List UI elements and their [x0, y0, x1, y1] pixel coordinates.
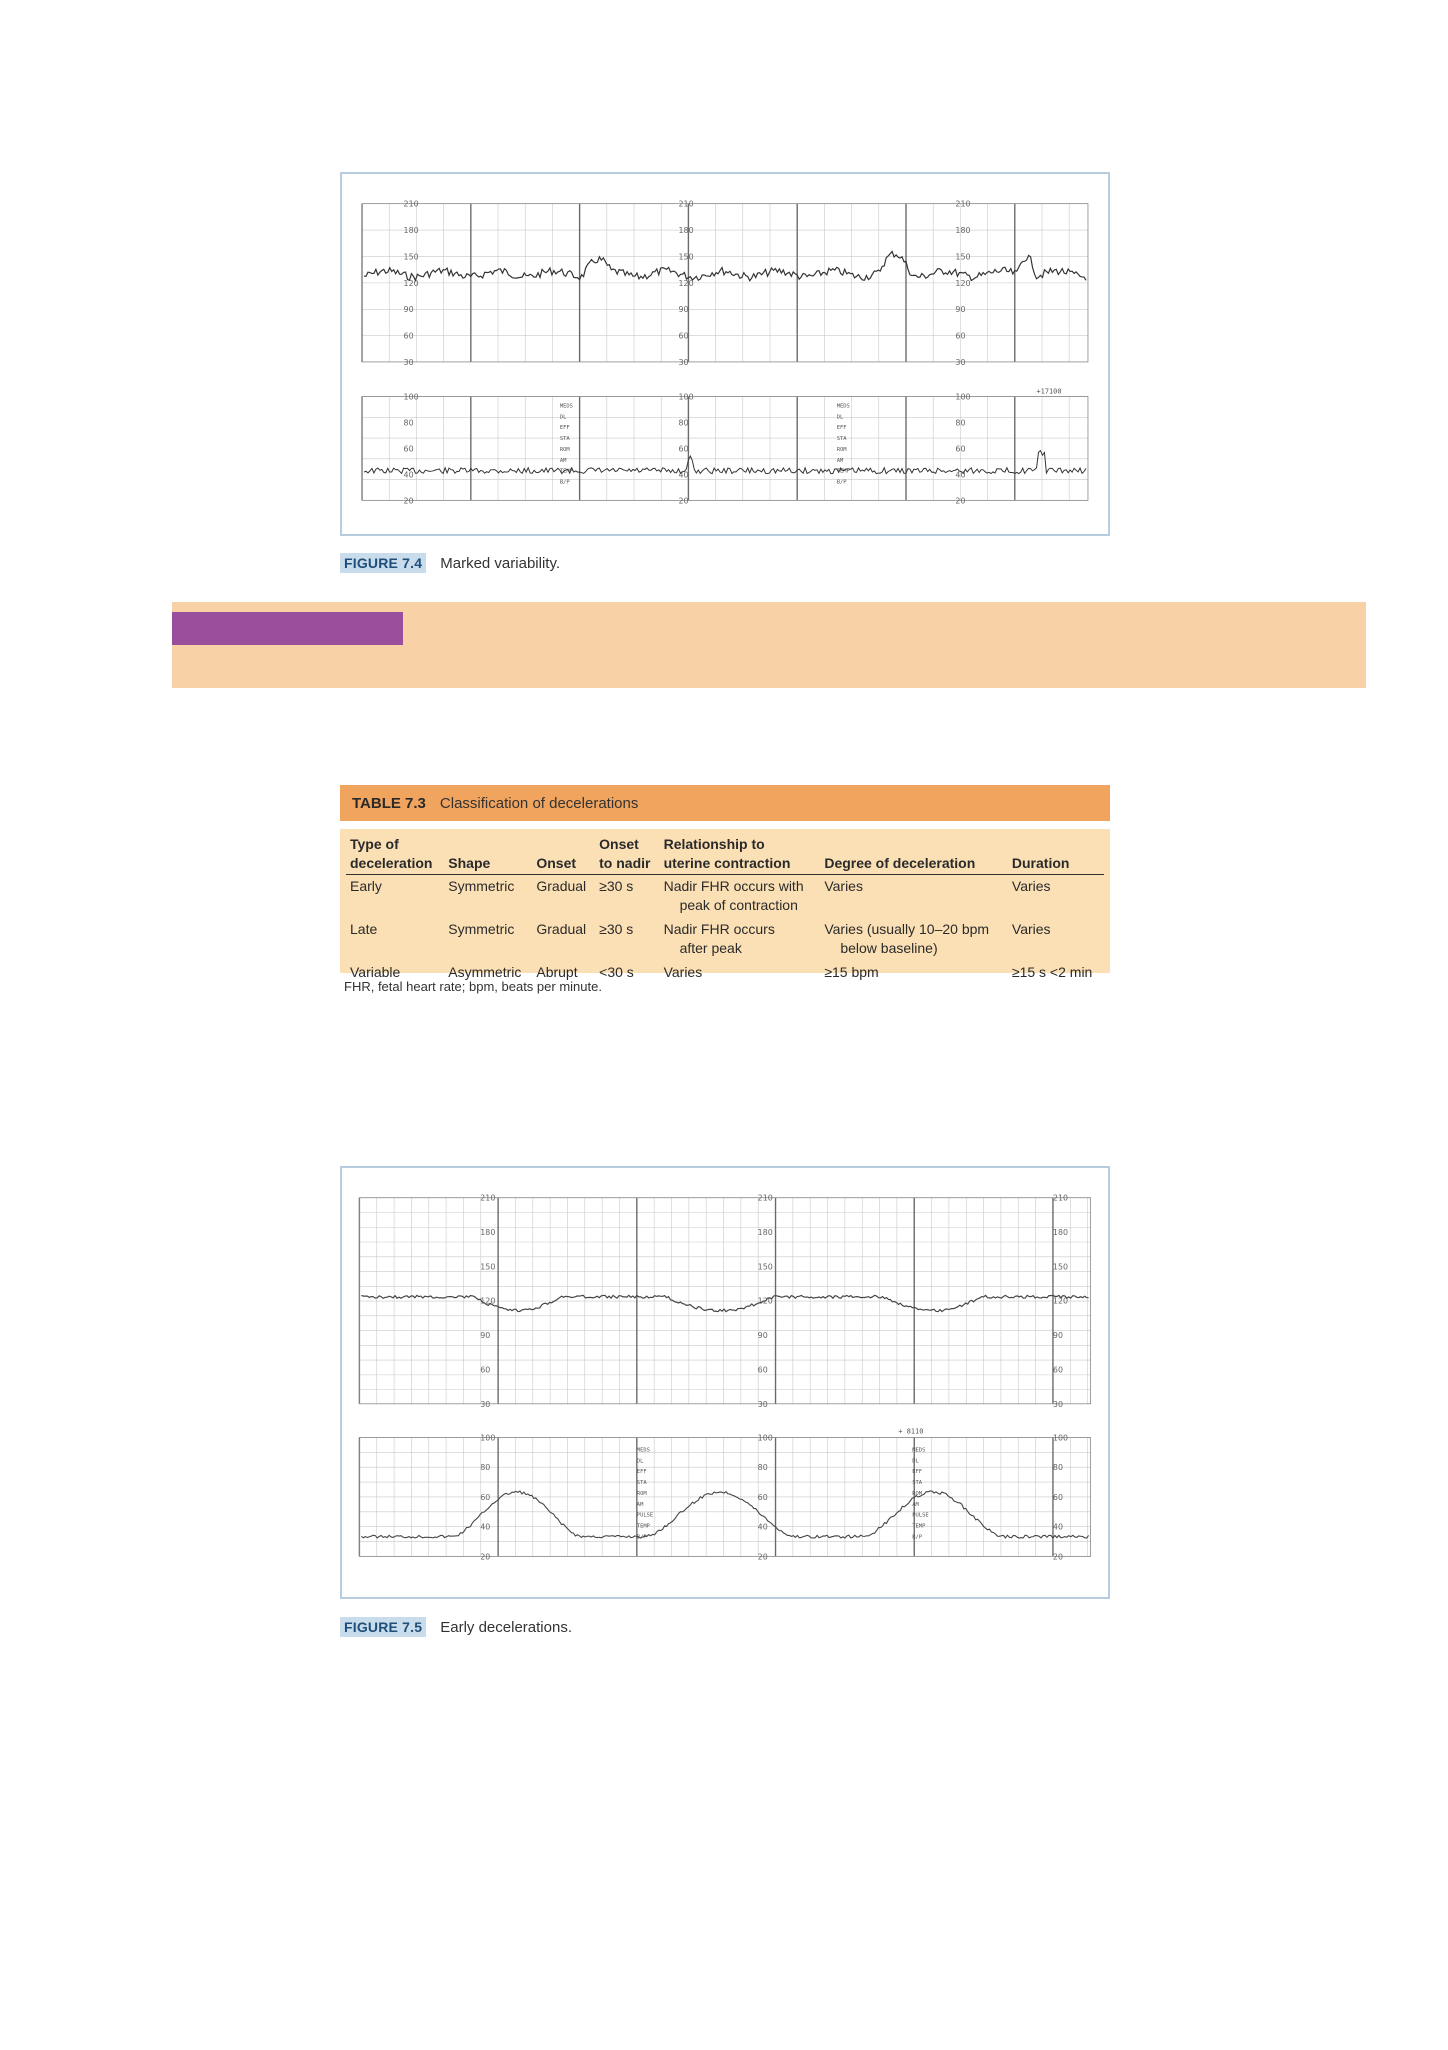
- cell-relationship-line1: Varies: [663, 964, 703, 980]
- axis-tick-label: 90: [678, 305, 689, 315]
- axis-tick-label: 30: [480, 1399, 491, 1409]
- chart-stamp: +17100: [1036, 387, 1062, 396]
- figure-7-5-label: FIGURE 7.5: [340, 1617, 426, 1637]
- table-7-3-label: TABLE 7.3: [352, 794, 426, 812]
- table-7-3: [340, 785, 1110, 994]
- cell-duration: ≥15 s <2 min: [1011, 964, 1093, 980]
- axis-tick-label: 100: [757, 1433, 773, 1443]
- axis-tick-label: 210: [678, 199, 694, 209]
- panel-box-text: TEMP: [836, 468, 850, 475]
- axis-tick-label: 60: [480, 1492, 491, 1502]
- panel-box-text: B/P: [636, 1534, 647, 1541]
- panel-box-text: DL: [836, 414, 844, 421]
- cell-relationship-line2: after peak: [679, 940, 742, 956]
- panel-box-text: STA: [636, 1480, 647, 1487]
- figure-7-5-caption-text: Early decelerations.: [440, 1618, 572, 1636]
- cell-duration: Varies: [1011, 921, 1051, 937]
- axis-tick-label: 80: [955, 418, 966, 428]
- axis-tick-label: 60: [480, 1365, 491, 1375]
- cell-type: Variable: [350, 964, 401, 980]
- panel-box-text: EFF: [559, 425, 570, 432]
- cell-relationship: [660, 918, 821, 961]
- cell-type: Early: [350, 878, 382, 894]
- axis-tick-label: 30: [1052, 1399, 1064, 1409]
- axis-tick-label: 60: [757, 1492, 768, 1502]
- panel-box-text: PULSE: [636, 1512, 654, 1519]
- axis-tick-label: 20: [678, 496, 689, 506]
- cell-relationship-line2: peak of contraction: [679, 897, 798, 913]
- panel-box-text: TEMP: [636, 1523, 650, 1530]
- axis-tick-label: 150: [678, 252, 694, 262]
- axis-tick-label: 20: [757, 1552, 768, 1562]
- cell-degree-line1: ≥15 bpm: [824, 964, 879, 980]
- panel-box-text: AM: [636, 1501, 644, 1508]
- uc-trace: [364, 451, 1086, 474]
- chart-stamp: + 8110: [898, 1427, 924, 1436]
- panel-box-text: MEDS: [912, 1447, 926, 1454]
- axis-tick-label: 60: [678, 331, 689, 341]
- axis-tick-label: 90: [757, 1331, 768, 1341]
- axis-tick-label: 40: [678, 470, 689, 480]
- axis-tick-label: 20: [1052, 1552, 1064, 1562]
- axis-tick-label: 120: [757, 1296, 773, 1306]
- panel-box-text: DL: [912, 1458, 919, 1465]
- axis-tick-label: 60: [955, 331, 966, 341]
- axis-tick-label: 60: [403, 444, 414, 454]
- col-relationship: [660, 835, 821, 875]
- panel-box-text: ROM: [912, 1490, 923, 1497]
- axis-tick-label: 80: [403, 418, 414, 428]
- col-degree: Degree of deceleration: [820, 835, 1008, 875]
- fhr-panel: [362, 200, 1088, 367]
- cell-relationship-line1: Nadir FHR occurs with: [663, 878, 804, 894]
- axis-tick-label: 60: [1052, 1365, 1064, 1375]
- cell-shape: Asymmetric: [448, 964, 522, 980]
- cell-onset: Abrupt: [536, 964, 578, 980]
- col-onset-nadir: [595, 835, 659, 875]
- axis-tick-label: 100: [955, 392, 971, 402]
- axis-tick-label: 30: [955, 357, 966, 367]
- panel-box-text: STA: [912, 1480, 923, 1487]
- axis-tick-label: 20: [955, 496, 966, 506]
- fhr-trace: [364, 251, 1086, 280]
- figure-7-5-strip: [340, 1166, 1110, 1599]
- panel-box-text: MEDS: [636, 1447, 650, 1454]
- axis-tick-label: 120: [955, 278, 971, 288]
- figure-7-4-tracing: [342, 174, 1108, 534]
- axis-tick-label: 30: [757, 1399, 768, 1409]
- col-type: [346, 835, 444, 875]
- table-7-3-title: Classification of decelerations: [439, 794, 639, 812]
- axis-tick-label: 150: [757, 1262, 773, 1272]
- panel-box-text: AM: [836, 457, 844, 464]
- figure-7-5-tracing: [342, 1168, 1108, 1597]
- axis-tick-label: 100: [1052, 1433, 1069, 1443]
- axis-tick-label: 90: [403, 305, 414, 315]
- col-onset-nadir-line1: Onset: [599, 836, 639, 852]
- axis-tick-label: 80: [1052, 1463, 1064, 1473]
- axis-tick-label: 210: [955, 199, 971, 209]
- panel-box-text: MEDS: [836, 403, 850, 410]
- cell-degree-line1: Varies: [824, 878, 863, 894]
- col-type-line2: deceleration: [350, 855, 433, 871]
- axis-tick-label: 60: [678, 444, 689, 454]
- decelerations-table: [346, 835, 1104, 985]
- table-row: [346, 961, 1104, 985]
- section-tab: [172, 612, 403, 645]
- panel-box-text: B/P: [559, 479, 570, 486]
- table-row: [346, 918, 1104, 961]
- col-relationship-line2: uterine contraction: [663, 855, 791, 871]
- axis-tick-label: 90: [1052, 1331, 1064, 1341]
- cell-onset-nadir: ≥30 s: [599, 878, 634, 894]
- cell-onset: Gradual: [536, 921, 587, 937]
- cell-relationship-line1: Nadir FHR occurs: [663, 921, 775, 937]
- cell-degree-line1: Varies (usually 10–20 bpm: [824, 921, 990, 937]
- axis-tick-label: 60: [757, 1365, 768, 1375]
- cell-shape: Symmetric: [448, 921, 515, 937]
- axis-tick-label: 30: [678, 357, 689, 367]
- cell-shape: Symmetric: [448, 878, 515, 894]
- panel-box-text: AM: [912, 1501, 919, 1508]
- axis-tick-label: 40: [403, 470, 414, 480]
- col-type-line1: Type of: [350, 836, 399, 852]
- axis-tick-label: 60: [1052, 1492, 1064, 1502]
- axis-tick-label: 40: [955, 470, 966, 480]
- col-onset-nadir-line2: to nadir: [599, 855, 651, 871]
- panel-box-text: AM: [559, 457, 567, 464]
- cell-degree: [820, 918, 1008, 961]
- axis-tick-label: 60: [955, 444, 966, 454]
- panel-box-text: DL: [636, 1458, 644, 1465]
- uc-panel: [359, 1433, 1090, 1561]
- axis-tick-label: 180: [678, 226, 694, 236]
- cell-degree: [820, 875, 1008, 919]
- col-duration: Duration: [1008, 835, 1104, 875]
- fhr-panel: [359, 1194, 1090, 1409]
- axis-tick-label: 60: [403, 331, 414, 341]
- axis-tick-label: 90: [955, 305, 966, 315]
- table-7-3-body: [340, 829, 1110, 980]
- table-row: [346, 875, 1104, 919]
- axis-tick-label: 40: [757, 1522, 768, 1532]
- panel-box-text: DL: [559, 414, 567, 421]
- panel-box-text: ROM: [559, 446, 570, 453]
- axis-tick-label: 180: [480, 1228, 496, 1238]
- axis-tick-label: 80: [480, 1463, 491, 1473]
- axis-tick-label: 30: [403, 357, 414, 367]
- cell-onset-nadir: ≥30 s: [599, 921, 634, 937]
- figure-7-4-label: FIGURE 7.4: [340, 553, 426, 573]
- col-onset: Onset: [532, 835, 595, 875]
- cell-duration: Varies: [1011, 878, 1051, 894]
- cell-onset-nadir: <30 s: [599, 964, 634, 980]
- axis-tick-label: 150: [403, 252, 419, 262]
- axis-tick-label: 180: [403, 226, 419, 236]
- panel-box-text: TEMP: [559, 468, 573, 475]
- axis-tick-label: 180: [1052, 1228, 1069, 1238]
- axis-tick-label: 80: [678, 418, 689, 428]
- axis-tick-label: 210: [1052, 1193, 1069, 1203]
- axis-tick-label: 20: [480, 1552, 491, 1562]
- cell-degree-line2: below baseline): [840, 940, 938, 956]
- table-header-row: [346, 835, 1104, 875]
- col-relationship-line1: Relationship to: [663, 836, 765, 852]
- axis-tick-label: 210: [757, 1193, 773, 1203]
- cell-relationship: [660, 961, 821, 985]
- cell-type: Late: [350, 921, 378, 937]
- axis-tick-label: 210: [403, 199, 419, 209]
- axis-tick-label: 40: [1052, 1522, 1064, 1532]
- axis-tick-label: 150: [955, 252, 971, 262]
- axis-tick-label: 120: [403, 278, 419, 288]
- cell-onset: Gradual: [536, 878, 587, 894]
- panel-box-text: ROM: [836, 446, 847, 453]
- axis-tick-label: 180: [955, 226, 971, 236]
- axis-tick-label: 90: [480, 1331, 491, 1341]
- axis-tick-label: 20: [403, 496, 414, 506]
- axis-tick-label: 120: [480, 1296, 496, 1306]
- panel-box-text: STA: [836, 436, 847, 443]
- table-7-3-header: [340, 785, 1110, 821]
- panel-box-text: PULSE: [912, 1512, 929, 1519]
- cell-relationship: [660, 875, 821, 919]
- axis-tick-label: 180: [757, 1228, 773, 1238]
- fhr-trace: [361, 1295, 1088, 1311]
- figure-7-4-caption-text: Marked variability.: [440, 554, 561, 572]
- axis-tick-label: 120: [678, 278, 694, 288]
- axis-tick-label: 120: [1052, 1296, 1069, 1306]
- cell-degree: [820, 961, 1008, 985]
- uc-panel: [362, 392, 1088, 505]
- axis-tick-label: 100: [678, 392, 694, 402]
- axis-tick-label: 100: [480, 1433, 496, 1443]
- axis-tick-label: 210: [480, 1193, 496, 1203]
- col-shape: Shape: [444, 835, 532, 875]
- uc-trace: [361, 1491, 1088, 1538]
- figure-7-5-caption: [340, 1617, 572, 1637]
- table-7-3-footnote: FHR, fetal heart rate; bpm, beats per minute.: [344, 979, 602, 994]
- axis-tick-label: 150: [480, 1262, 496, 1272]
- axis-tick-label: 40: [480, 1522, 491, 1532]
- panel-box-text: STA: [559, 436, 570, 443]
- axis-tick-label: 150: [1052, 1262, 1069, 1272]
- figure-7-4-caption: [340, 553, 560, 573]
- panel-box-text: EFF: [912, 1469, 923, 1476]
- panel-box-text: ROM: [636, 1490, 647, 1497]
- axis-tick-label: 100: [403, 392, 419, 402]
- panel-box-text: TEMP: [912, 1523, 926, 1530]
- axis-tick-label: 80: [757, 1463, 768, 1473]
- panel-box-text: MEDS: [559, 403, 573, 410]
- panel-box-text: EFF: [836, 425, 847, 432]
- panel-box-text: EFF: [636, 1469, 647, 1476]
- figure-7-4-strip: [340, 172, 1110, 536]
- panel-box-text: B/P: [912, 1534, 923, 1541]
- panel-box-text: B/P: [836, 479, 847, 486]
